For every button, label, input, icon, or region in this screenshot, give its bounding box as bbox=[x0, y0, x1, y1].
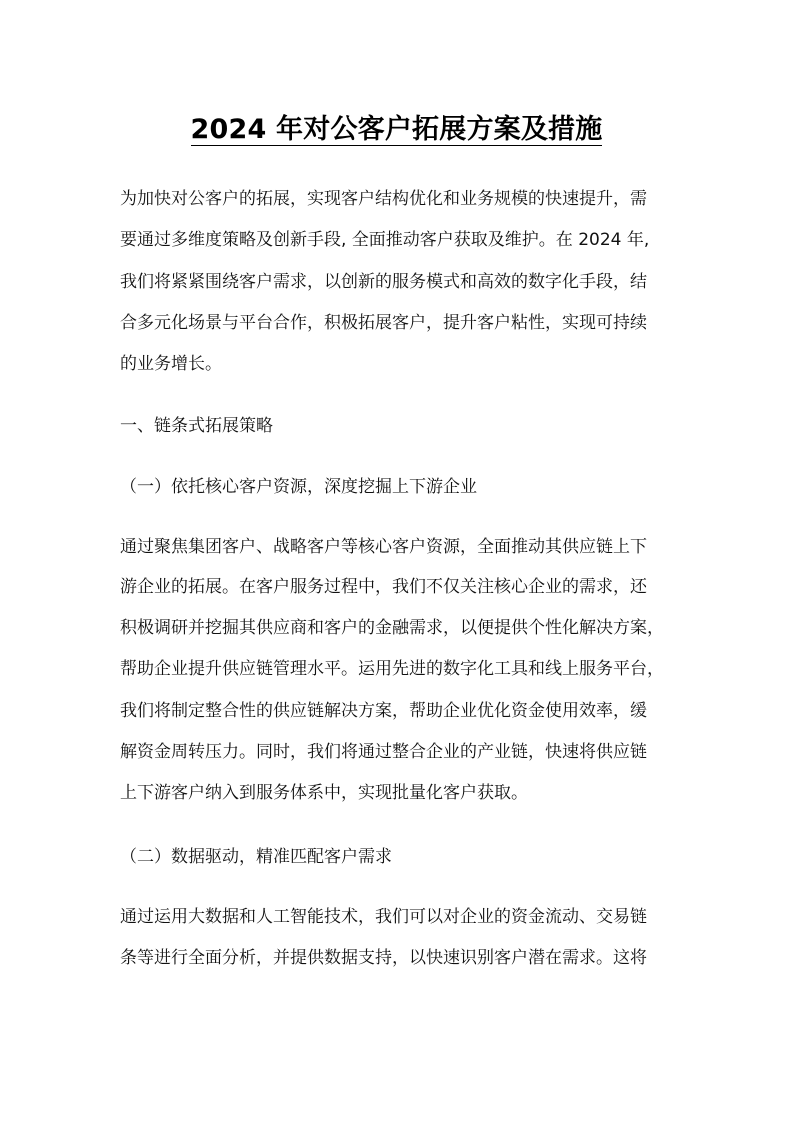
intro-line: 要通过多维度策略及创新手段, 全面推动客户获取及维护。在 2024 年, bbox=[120, 230, 650, 250]
paragraph-line: 游企业的拓展。在客户服务过程中，我们不仅关注核心企业的需求，还 bbox=[120, 577, 647, 597]
paragraph-line: 通过运用大数据和人工智能技术，我们可以对企业的资金流动、交易链 bbox=[120, 907, 647, 927]
paragraph-line: 我们将制定整合性的供应链解决方案，帮助企业优化资金使用效率，缓 bbox=[120, 701, 647, 721]
intro-line: 我们将紧紧围绕客户需求，以创新的服务模式和高效的数字化手段，结 bbox=[120, 272, 647, 292]
paragraph-line: 积极调研并挖掘其供应商和客户的金融需求，以便提供个性化解决方案， bbox=[120, 618, 664, 638]
subsection-2-heading: （二）数据驱动，精准匹配客户需求 bbox=[120, 847, 392, 867]
document-title bbox=[0, 110, 793, 150]
intro-line: 的业务增长。 bbox=[120, 354, 222, 374]
document-title-text: 2024 年对公客户拓展方案及措施 bbox=[190, 114, 603, 145]
paragraph-line: 上下游客户纳入到服务体系中，实现批量化客户获取。 bbox=[120, 783, 528, 803]
intro-line: 合多元化场景与平台合作，积极拓展客户，提升客户粘性，实现可持续 bbox=[120, 313, 647, 333]
intro-line: 为加快对公客户的拓展，实现客户结构优化和业务规模的快速提升，需 bbox=[120, 189, 647, 209]
paragraph-line: 解资金周转压力。同时，我们将通过整合企业的产业链，快速将供应链 bbox=[120, 742, 647, 762]
section-1-heading: 一、链条式拓展策略 bbox=[120, 416, 273, 436]
paragraph-line: 条等进行全面分析，并提供数据支持，以快速识别客户潜在需求。这将 bbox=[120, 948, 647, 968]
paragraph-line: 帮助企业提升供应链管理水平。运用先进的数字化工具和线上服务平台， bbox=[120, 659, 664, 679]
subsection-1-heading: （一）依托核心客户资源，深度挖掘上下游企业 bbox=[120, 477, 477, 497]
paragraph-line: 通过聚焦集团客户、战略客户等核心客户资源，全面推动其供应链上下 bbox=[120, 537, 647, 557]
